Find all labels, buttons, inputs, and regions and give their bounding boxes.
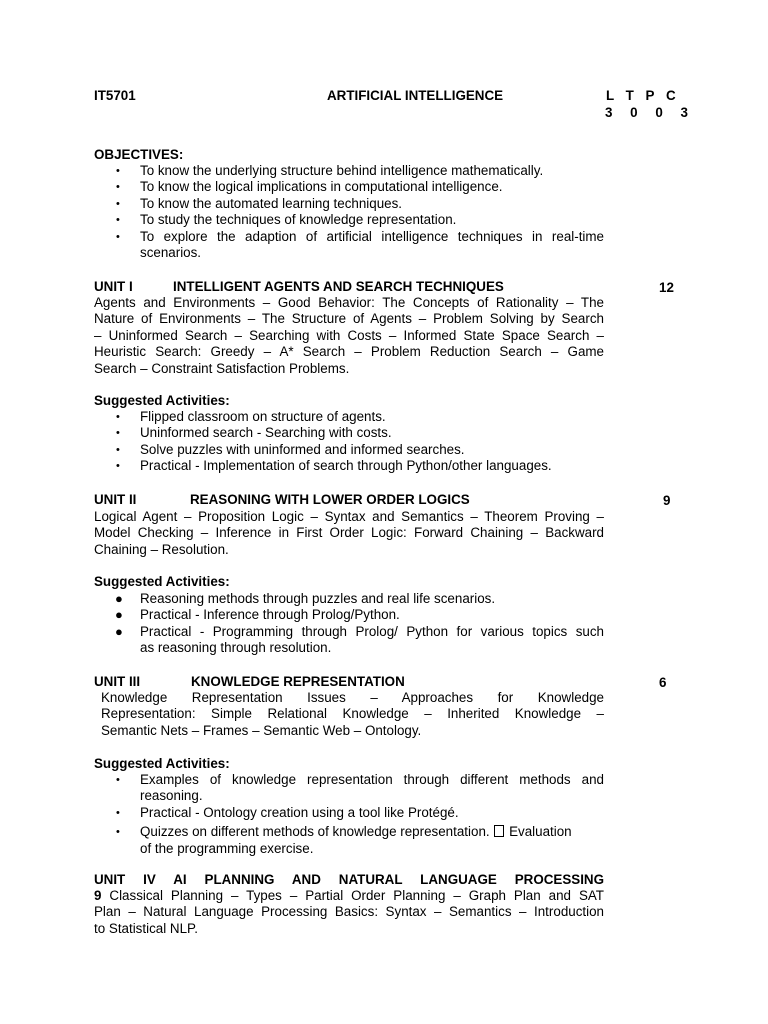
unit-3-hours: 6 xyxy=(659,675,667,690)
ltpc-values: 3 0 0 3 xyxy=(605,105,695,120)
unit-4-content xyxy=(94,888,604,937)
missing-glyph-box-icon xyxy=(494,825,504,837)
unit-2-activities-heading: Suggested Activities: xyxy=(94,574,230,589)
unit-2-hours: 9 xyxy=(663,493,671,508)
content-line: Heuristic Search: Greedy – A* Search – Problem Reduction Search – Game xyxy=(94,344,604,360)
unit-1-label: UNIT I xyxy=(94,279,133,294)
objectives-heading: OBJECTIVES: xyxy=(94,147,184,162)
objective-text: To study the techniques of knowledge representation. xyxy=(140,212,457,228)
unit-4-heading xyxy=(94,872,604,888)
bullet-icon: • xyxy=(116,411,120,423)
list-item xyxy=(94,458,604,474)
unit-3-content xyxy=(101,690,604,739)
objective-text: To know the logical implications in computational intelligence. xyxy=(140,179,503,195)
unit-3-title: KNOWLEDGE REPRESENTATION xyxy=(191,674,405,689)
activity-text-part: Quizzes on different methods of knowledge representation. xyxy=(140,824,490,840)
content-line-text: Classical Planning – Types – Partial Order Planning – Graph Plan and SAT xyxy=(109,888,604,903)
activity-text-continued: of the programming exercise. xyxy=(140,840,314,856)
activity-text: Practical - Implementation of search through Python/other languages. xyxy=(140,458,552,474)
content-line: Nature of Environments – The Structure of Agents – Problem Solving by Search xyxy=(94,311,604,327)
bullet-icon: • xyxy=(116,197,120,210)
list-item xyxy=(94,425,604,441)
list-item xyxy=(94,624,604,657)
bullet-icon: ● xyxy=(115,607,123,623)
list-item xyxy=(94,163,604,179)
activity-text: Solve puzzles with uninformed and informed searches. xyxy=(140,441,465,457)
list-item xyxy=(94,196,604,212)
activity-text-continued: reasoning. xyxy=(140,788,203,804)
activity-text: Practical - Ontology creation using a tool like Protégé. xyxy=(140,804,459,820)
unit-1-activities-heading: Suggested Activities: xyxy=(94,393,230,408)
unit-2-title: REASONING WITH LOWER ORDER LOGICS xyxy=(190,492,470,507)
list-item xyxy=(94,591,604,607)
objective-text: To know the underlying structure behind intelligence mathematically. xyxy=(140,163,544,178)
content-line: Logical Agent – Proposition Logic – Syntax and Semantics – Theorem Proving – xyxy=(94,509,604,524)
unit-2-activities-list xyxy=(94,591,604,657)
activity-text-continued: as reasoning through resolution. xyxy=(140,640,332,656)
unit-3-activities-heading: Suggested Activities: xyxy=(94,756,230,771)
activity-text: Practical - Programming through Prolog/ Python for various topics such xyxy=(140,623,604,639)
activity-text: Practical - Inference through Prolog/Python. xyxy=(140,607,400,623)
unit-3-label: UNIT III xyxy=(94,674,141,689)
content-line: to Statistical NLP. xyxy=(94,920,198,936)
bullet-icon: • xyxy=(116,774,120,786)
bullet-icon: • xyxy=(116,165,120,177)
activity-text: Reasoning methods through puzzles and real life scenarios. xyxy=(140,591,496,606)
list-item xyxy=(94,409,604,425)
objective-text: To know the automated learning techniques. xyxy=(140,195,403,211)
unit-4-hours: 9 xyxy=(94,888,102,903)
objective-text: To explore the adaption of artificial intelligence techniques in real-time xyxy=(140,228,604,244)
bullet-icon: • xyxy=(116,181,120,194)
course-code: IT5701 xyxy=(94,88,136,103)
activity-text: Flipped classroom on structure of agents. xyxy=(140,409,386,424)
content-line: Semantic Nets – Frames – Semantic Web – Ontology. xyxy=(101,722,422,738)
bullet-icon: • xyxy=(116,460,120,473)
list-item xyxy=(94,607,604,623)
content-line: Plan – Natural Language Processing Basics: Syntax – Semantics – Introduction xyxy=(94,904,604,920)
unit-3-activities-list xyxy=(94,772,604,857)
unit-2-label: UNIT II xyxy=(94,492,137,507)
unit-1-title: INTELLIGENT AGENTS AND SEARCH TECHNIQUES xyxy=(173,279,504,294)
content-line: Representation: Simple Relational Knowledge – Inherited Knowledge – xyxy=(101,706,604,722)
course-title: ARTIFICIAL INTELLIGENCE xyxy=(327,88,504,103)
objectives-list xyxy=(94,163,604,261)
content-line xyxy=(94,888,604,904)
bullet-icon: • xyxy=(116,214,120,227)
content-line: – Uninformed Search – Searching with Costs – Informed State Space Search – xyxy=(94,327,604,343)
list-item xyxy=(94,442,604,458)
bullet-icon: • xyxy=(116,806,120,819)
unit-2-content xyxy=(94,509,604,558)
activity-text: Examples of knowledge representation through different methods and xyxy=(140,772,604,787)
list-item xyxy=(94,824,604,857)
content-line: Chaining – Resolution. xyxy=(94,541,229,557)
bullet-icon: • xyxy=(116,427,120,440)
unit-1-activities-list xyxy=(94,409,604,475)
objective-text-continued: scenarios. xyxy=(140,245,202,261)
content-line: Model Checking – Inference in First Order Logic: Forward Chaining – Backward xyxy=(94,525,604,541)
activity-text: Uninformed search - Searching with costs. xyxy=(140,425,392,441)
unit-1-hours: 12 xyxy=(659,280,674,295)
list-item xyxy=(94,212,604,228)
unit-1-content xyxy=(94,295,604,377)
bullet-icon: ● xyxy=(115,623,123,639)
activity-text-part: Evaluation xyxy=(509,824,572,840)
content-line: Search – Constraint Satisfaction Problems. xyxy=(94,360,350,376)
bullet-icon: ● xyxy=(115,591,123,606)
ltpc-label: L T P C xyxy=(606,88,680,103)
unit-4-heading-line: UNIT IV AI PLANNING AND NATURAL LANGUAGE PROCESSING xyxy=(94,872,604,887)
bullet-icon: • xyxy=(116,230,120,243)
list-item xyxy=(94,179,604,195)
content-line: Knowledge Representation Issues – Approaches for Knowledge xyxy=(101,690,604,705)
activity-text xyxy=(140,824,604,840)
list-item xyxy=(94,805,604,821)
content-line: Agents and Environments – Good Behavior: The Concepts of Rationality – The xyxy=(94,295,604,310)
list-item xyxy=(94,229,604,262)
bullet-icon: • xyxy=(116,826,120,839)
bullet-icon: • xyxy=(116,443,120,456)
list-item xyxy=(94,772,604,805)
